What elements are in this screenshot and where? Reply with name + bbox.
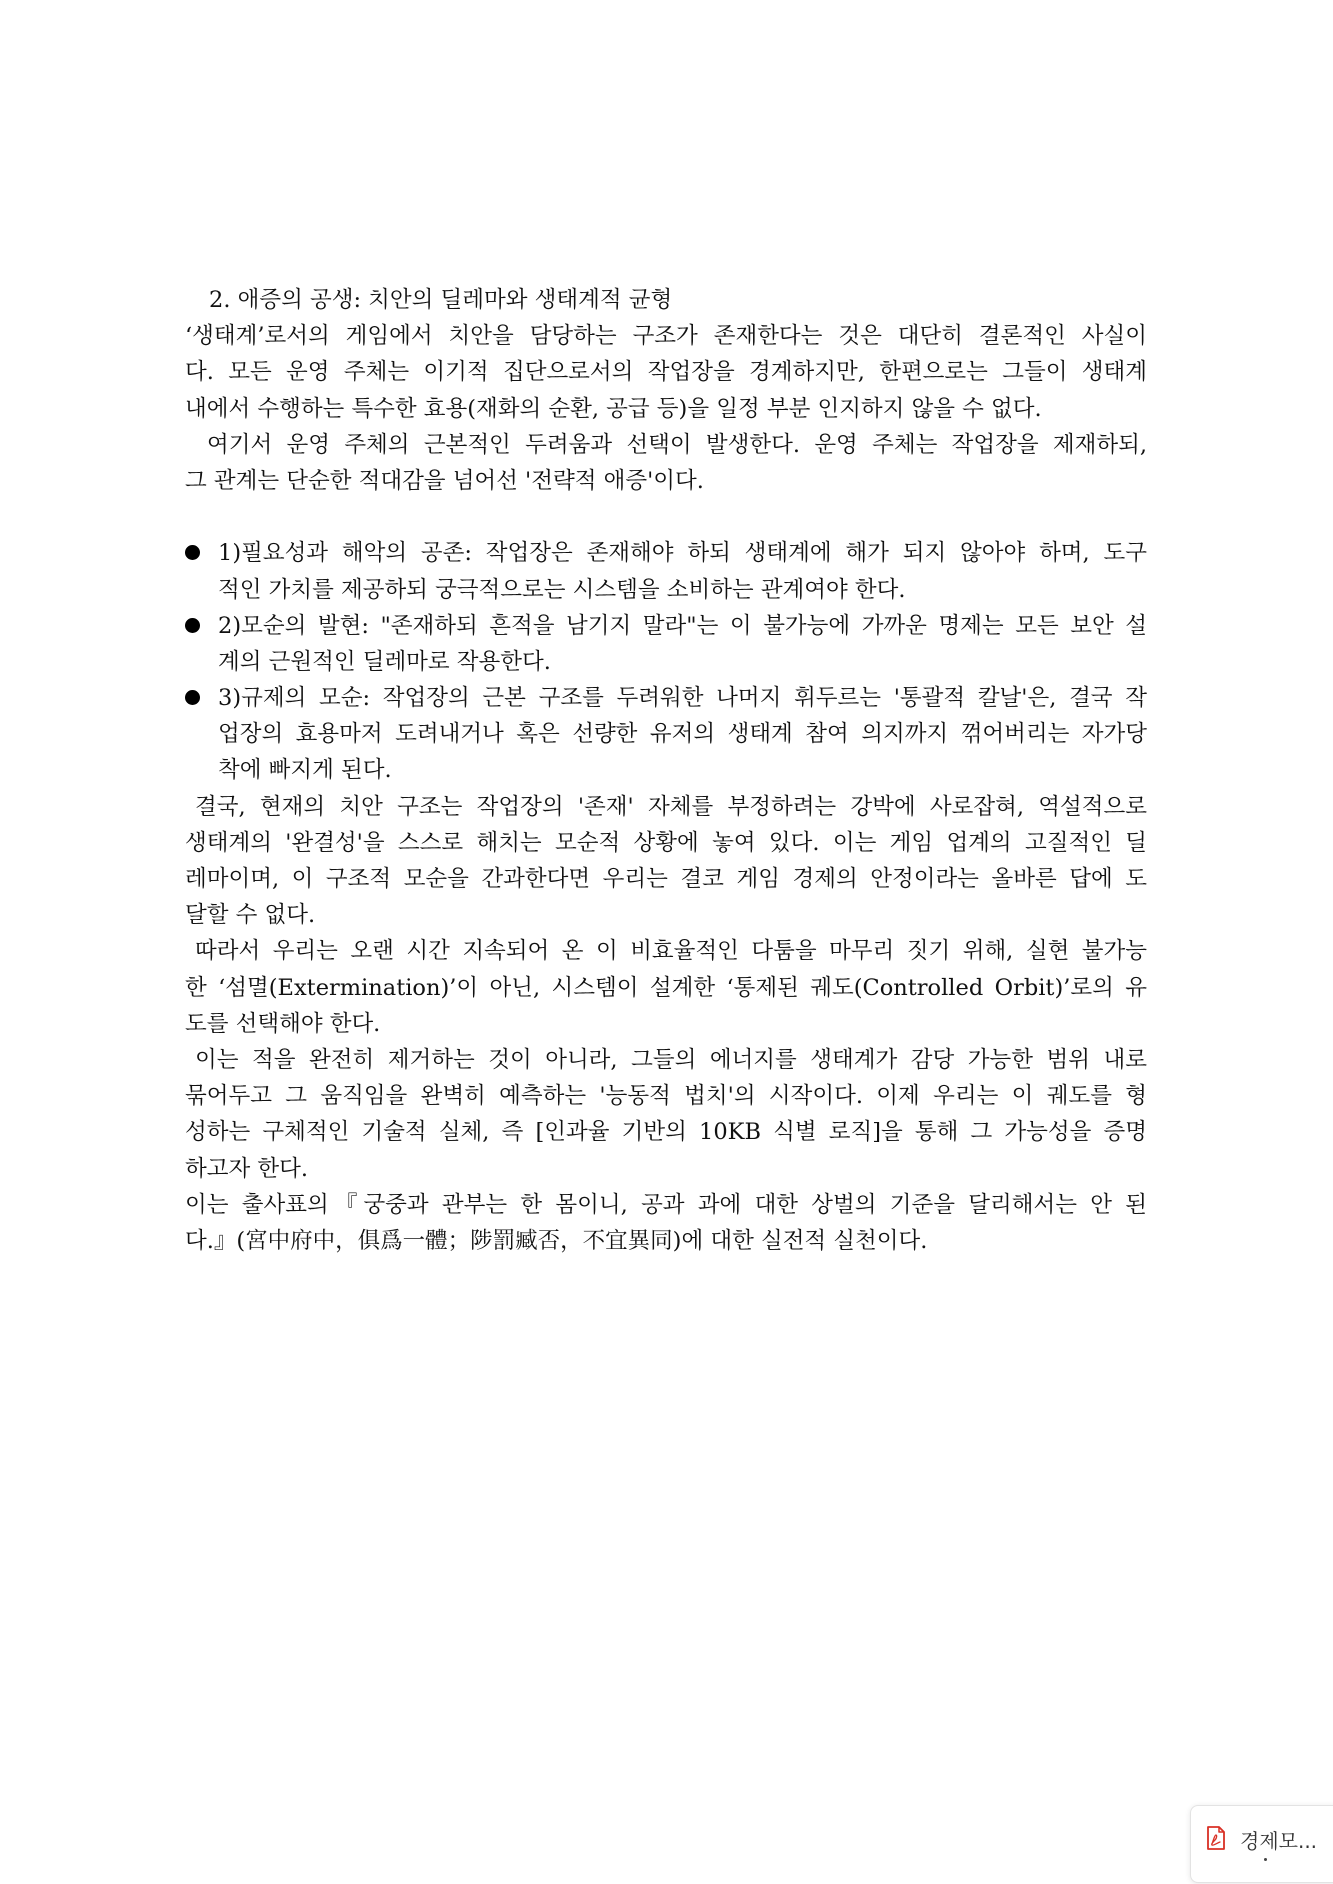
orbit-line-2: 한 ‘섬멸(Extermination)’이 아닌, 시스템이 설계한 ‘통제된 궤도(Controlled Orbit)’로의 유 xyxy=(185,974,1147,1001)
attachment-chip[interactable] xyxy=(1190,1805,1333,1883)
energy-line-1: 이는 적을 완전히 제거하는 것이 아니라, 그들의 에너지를 생태계가 감당 가능한 범위 내로 xyxy=(195,1046,1147,1073)
attachment-dot xyxy=(1264,1858,1267,1861)
bullet-dot-icon xyxy=(185,618,200,633)
quote-line-2: 다.』(宮中府中，俱爲一體；陟罰臧否，不宜異同)에 대한 실전적 실천이다. xyxy=(185,1227,928,1254)
energy-line-2: 묶어두고 그 움직임을 완벽히 예측하는 '능동적 법치'의 시작이다. 이제 우리는 이 궤도를 형 xyxy=(185,1083,1147,1110)
orbit-line-3: 도를 선택해야 한다. xyxy=(185,1010,381,1037)
blank-line xyxy=(185,499,1147,535)
intro-line-1: ‘생태계’로서의 게임에서 치안을 담당하는 구조가 존재한다는 것은 대단히 결론적인 사실이 xyxy=(185,323,1147,350)
conclusion-line-3: 레마이며, 이 구조적 모순을 간과한다면 우리는 결코 게임 경제의 안정이라는 올바른 답에 도 xyxy=(185,866,1147,892)
intro-line-2: 다. 모든 운영 주체는 이기적 집단으로서의 작업장을 경계하지만, 한편으로는 그들이 생태계 xyxy=(185,359,1147,386)
bullet-dot-icon xyxy=(185,690,200,705)
section-heading: 2. 애증의 공생: 치안의 딜레마와 생태계적 균형 xyxy=(209,287,673,313)
quote-line-1: 이는 출사표의『궁중과 관부는 한 몸이니, 공과 과에 대한 상벌의 기준을 달리해서는 안 된 xyxy=(185,1191,1147,1218)
energy-line-4: 하고자 한다. xyxy=(185,1155,308,1182)
conclusion-line-4: 달할 수 없다. xyxy=(185,902,316,929)
fear-line-2: 그 관계는 단순한 적대감을 넘어선 '전략적 애증'이다. xyxy=(185,467,704,494)
bullet-1-line-2: 적인 가치를 제공하되 궁극적으로는 시스템을 소비하는 관계여야 한다. xyxy=(218,576,906,603)
bullet-item-3 xyxy=(185,680,1147,716)
bullet-1-line-1: 1)필요성과 해악의 공존: 작업장은 존재해야 하되 생태계에 해가 되지 않아야 하며, 도구 xyxy=(218,540,1147,567)
bullet-2-line-1: 2)모순의 발현: "존재하되 흔적을 남기지 말라"는 이 불가능에 가까운 명제는 모든 보안 설 xyxy=(218,612,1147,639)
attachment-filename: 경제모... xyxy=(1240,1829,1318,1853)
energy-line-3: 성하는 구체적인 기술적 실체, 즉 [인과율 기반의 10KB 식별 로직]을 통해 그 가능성을 증명 xyxy=(185,1119,1147,1146)
orbit-line-1: 따라서 우리는 오랜 시간 지속되어 온 이 비효율적인 다툼을 마무리 짓기 위해, 실현 불가능 xyxy=(195,938,1147,965)
bullet-item-1 xyxy=(185,535,1147,571)
document-page xyxy=(185,282,1147,1259)
fear-line-1: 여기서 운영 주체의 근본적인 두려움과 선택이 발생한다. 운영 주체는 작업장을 제재하되, xyxy=(207,431,1147,458)
bullet-dot-icon xyxy=(185,545,200,560)
pdf-file-icon xyxy=(1206,1826,1226,1850)
conclusion-line-1: 결국, 현재의 치안 구조는 작업장의 '존재' 자체를 부정하려는 강박에 사로잡혀, 역설적으로 xyxy=(195,793,1147,820)
bullet-3-line-2: 업장의 효용마저 도려내거나 혹은 선량한 유저의 생태계 참여 의지까지 꺾어버리는 자가당 xyxy=(218,721,1147,748)
bullet-item-2 xyxy=(185,608,1147,644)
bullet-2-line-2: 계의 근원적인 딜레마로 작용한다. xyxy=(218,648,551,675)
bullet-3-line-1: 3)규제의 모순: 작업장의 근본 구조를 두려워한 나머지 휘두르는 '통괄적 칼날'은, 결국 작 xyxy=(218,685,1147,712)
conclusion-line-2: 생태계의 '완결성'을 스스로 해치는 모순적 상황에 놓여 있다. 이는 게임 업계의 고질적인 딜 xyxy=(185,829,1147,856)
bullet-3-line-3: 착에 빠지게 된다. xyxy=(218,757,392,784)
intro-line-3: 내에서 수행하는 특수한 효용(재화의 순환, 공급 등)을 일정 부분 인지하지 않을 수 없다. xyxy=(185,395,1042,422)
